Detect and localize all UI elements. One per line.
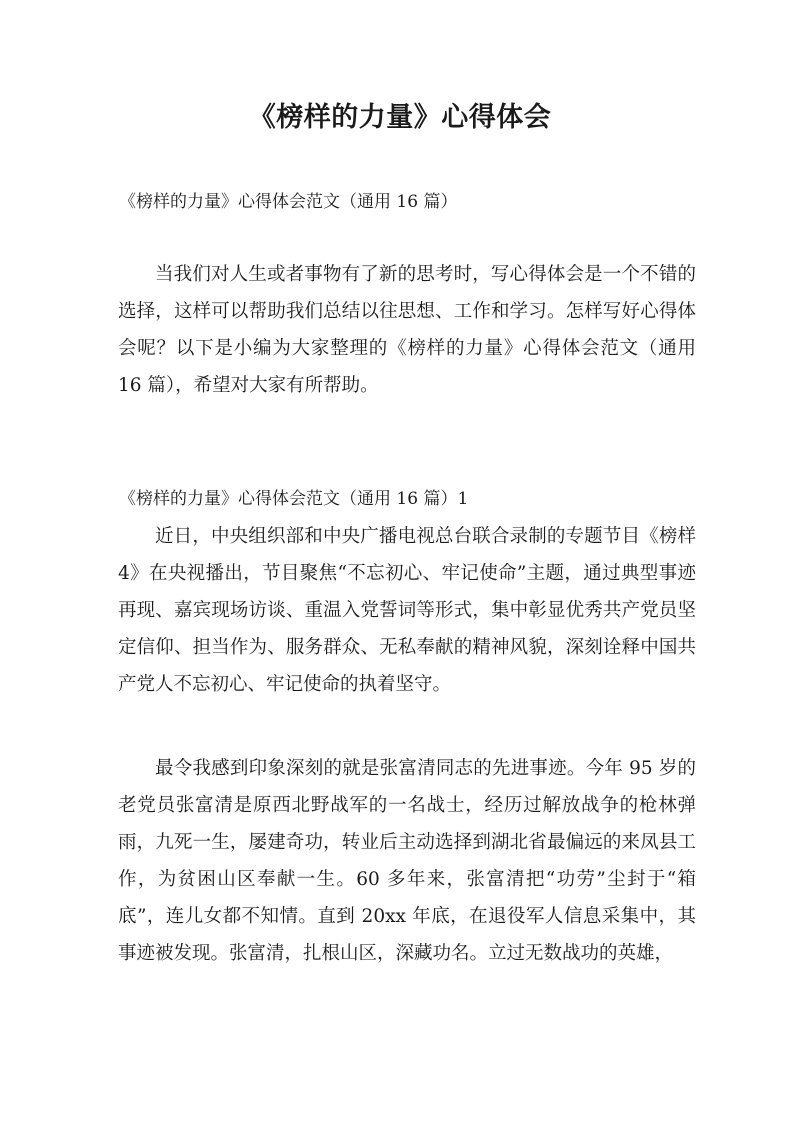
document-subtitle: 《榜样的力量》心得体会范文（通用 16 篇） xyxy=(119,192,458,212)
body-paragraph: 近日，中央组织部和中央广播电视总台联合录制的专题节目《榜样 4》在央视播出，节目聚焦“不忘初心、牢记使命”主题，通过典型事迹再现、嘉宾现场访谈、重温入党誓词等形式，集中彰显优秀共产党员坚定信仰、担当作为、服务群众、无私奉献的精神风貌，深刻诠释中国共产党人不忘初心、牢记使命的执着坚守。 xyxy=(118,526,696,695)
body-paragraph: 最令我感到印象深刻的就是张富清同志的先进事迹。今年 95 岁的老党员张富清是原西北野战军的一名战士，经历过解放战争的枪林弹雨，九死一生，屡建奇功，转业后主动选择到湖北省最偏远的来凤县工作，为贫困山区奉献一生。60 多年来，张富清把“功劳”尘封于“箱底”，连儿女都不知情。直到 20xx 年底，在退役军人信息采集中，其事迹被发现。张富清，扎根山区，深藏功名。立过无数战功的英雄， xyxy=(118,758,696,964)
section-heading: 《榜样的力量》心得体会范文（通用 16 篇）1 xyxy=(119,489,469,509)
intro-paragraph: 当我们对人生或者事物有了新的思考时，写心得体会是一个不错的选择，这样可以帮助我们总结以往思想、工作和学习。怎样写好心得体会呢？以下是小编为大家整理的《榜样的力量》心得体会范文（通用 16 篇），希望对大家有所帮助。 xyxy=(118,264,696,396)
document-title: 《榜样的力量》心得体会 xyxy=(248,102,552,133)
